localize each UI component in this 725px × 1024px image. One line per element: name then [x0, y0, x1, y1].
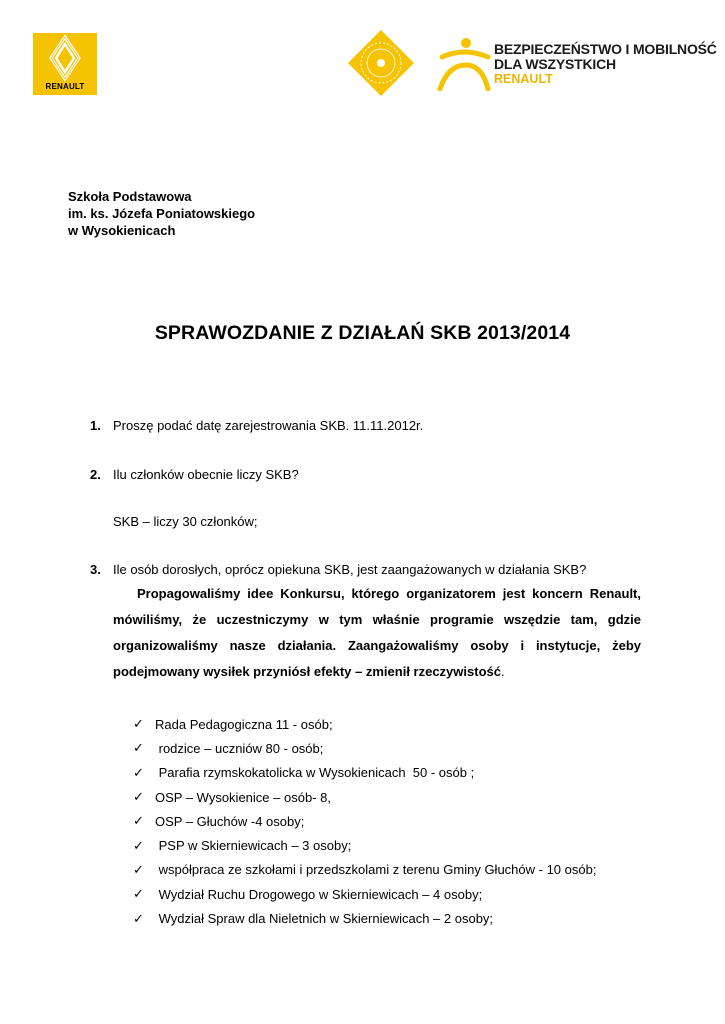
check-icon: ✓ — [133, 764, 144, 780]
list-item-text: rodzice – uczniów 80 - osób; — [155, 740, 324, 756]
list-item-text: OSP – Głuchów -4 osoby; — [155, 813, 305, 829]
paragraph-end: . — [500, 664, 505, 679]
running-figure-icon — [436, 35, 492, 91]
question-2-text: Ilu członków obecnie liczy SKB? — [113, 467, 299, 482]
medal-icon — [344, 28, 418, 98]
check-icon: ✓ — [133, 789, 144, 805]
involved-list — [133, 712, 596, 931]
school-location: w Wysokienicach — [68, 223, 176, 238]
renault-logo-text: RENAULT — [45, 82, 85, 91]
program-title-line-2: DLA WSZYSTKICH — [494, 56, 616, 72]
renault-diamond-icon — [33, 33, 97, 83]
check-icon: ✓ — [133, 886, 144, 902]
renault-logo — [33, 33, 97, 95]
list-item-text: Rada Pedagogiczna 11 - osób; — [155, 716, 333, 732]
question-2-answer: SKB – liczy 30 członków; — [113, 514, 258, 529]
check-icon: ✓ — [133, 837, 144, 853]
paragraph-text: Propagowaliśmy idee Konkursu, którego organizatorem jest koncern Renault, mówiliśmy, że uczestniczymy w tym właśnie programie wszędzie tam, gdzie organizowaliśmy nasze działania. Zaangażowaliśmy osoby i instytucje, żeby podejmowany wysiłek przyniósł efekty – zmienił rzeczywistość — [113, 586, 641, 679]
list-item-text: Wydział Ruchu Drogowego w Skierniewicach – 4 osoby; — [155, 886, 483, 902]
page-title: SPRAWOZDANIE Z DZIAŁAŃ SKB 2013/2014 — [154, 322, 571, 344]
list-item — [133, 761, 596, 785]
check-icon: ✓ — [133, 861, 144, 877]
list-item — [133, 906, 596, 930]
check-icon: ✓ — [133, 813, 144, 829]
program-title-line-1: BEZPIECZEŃSTWO I MOBILNOŚĆ — [494, 41, 717, 57]
list-item — [133, 809, 596, 833]
question-3-paragraph — [113, 581, 641, 685]
program-brand: RENAULT — [494, 72, 553, 86]
list-item — [133, 858, 596, 882]
school-patron: im. ks. Józefa Poniatowskiego — [68, 206, 256, 221]
list-item — [133, 882, 596, 906]
list-item — [133, 736, 596, 760]
check-icon: ✓ — [133, 716, 144, 732]
list-item-text: współpraca ze szkołami i przedszkolami z terenu Gminy Głuchów - 10 osób; — [155, 862, 597, 878]
question-1-text: Proszę podać datę zarejestrowania SKB. 11.11.2012r. — [113, 418, 424, 433]
check-icon: ✓ — [133, 910, 144, 926]
list-item — [133, 833, 596, 857]
medal-logo — [344, 28, 418, 98]
question-3-number: 3. — [90, 562, 101, 577]
list-item-text: OSP – Wysokienice – osób- 8, — [155, 789, 331, 805]
check-icon: ✓ — [133, 740, 144, 756]
list-item-text: PSP w Skierniewicach – 3 osoby; — [155, 838, 352, 854]
list-item-text: Parafia rzymskokatolicka w Wysokienicach 50 - osób ; — [155, 765, 475, 781]
question-3-text: Ile osób dorosłych, oprócz opiekuna SKB, jest zaangażowanych w działania SKB? — [113, 562, 587, 577]
list-item — [133, 785, 596, 809]
question-2-number: 2. — [90, 467, 101, 482]
list-item-text: Wydział Spraw dla Nieletnich w Skierniewicach – 2 osoby; — [155, 911, 494, 927]
program-logo — [436, 33, 717, 93]
school-name: Szkoła Podstawowa — [68, 189, 192, 204]
question-1-number: 1. — [90, 418, 101, 433]
list-item — [133, 712, 596, 736]
